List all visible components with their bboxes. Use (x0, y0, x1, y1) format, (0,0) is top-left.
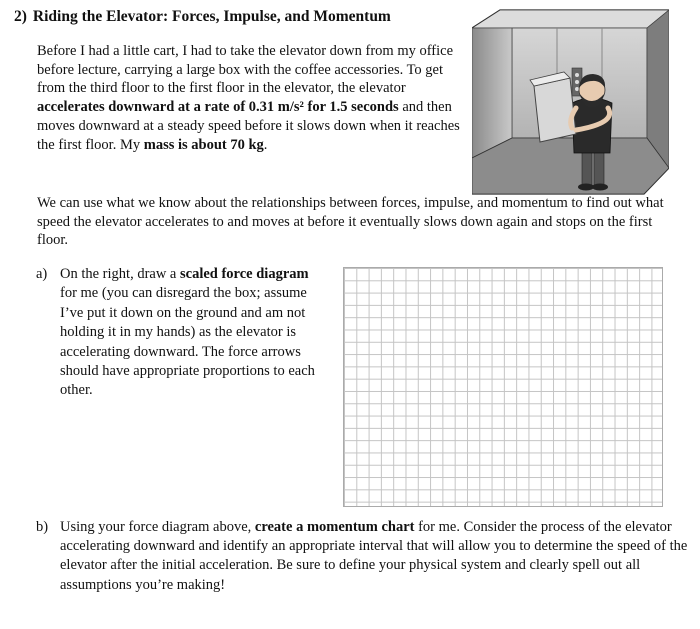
intro-acceleration-bold: accelerates downward at a rate of 0.31 m/s² for 1.5 seconds (37, 99, 399, 116)
intro-mass-bold: mass is about 70 kg (143, 136, 264, 153)
part-a-label: a) (36, 266, 48, 282)
question-number: 2) (14, 8, 27, 25)
part-a-text-2: for me (you can disregard the box; assume I’ve put it down on the ground and am not holding it in my hands) as the elevator is accelerating downward. The force arrows should have appropriate proportions to each other. (60, 285, 315, 399)
force-diagram-grid[interactable] (343, 267, 663, 507)
part-b-bold: create a momentum chart (254, 519, 415, 535)
intro-paragraph (37, 42, 469, 154)
context-paragraph: We can use what we know about the relationships between forces, impulse, and momentum to find out what speed the elevator accelerates to and moves at before it eventually slows down again and stops on the first floor. (37, 195, 664, 249)
part-a-text-1: On the right, draw a (60, 266, 180, 282)
part-b-text (60, 518, 696, 595)
part-a-bold: scaled force diagram (180, 266, 309, 282)
question-title: Riding the Elevator: Forces, Impulse, and Momentum (32, 8, 391, 25)
part-b-text-2: for me. Consider the process of the elevator accelerating downward and identify an appropriate interval that will allow you to determine the speed of the elevator after the initial acceleration. Be sure to define your physical system and clearly spell out all assumptions you’re making! (60, 519, 688, 593)
intro-text-2: and then moves downward at a steady speed before it slows down when it reaches the first floor. My (37, 99, 460, 153)
part-a-text (60, 265, 326, 401)
question-heading (14, 8, 391, 26)
elevator-illustration (472, 8, 669, 195)
part-b-label: b) (36, 519, 49, 535)
intro-text-3: . (263, 136, 268, 153)
intro-text-1: Before I had a little cart, I had to take the elevator down from my office before lecture, carrying a large box with the coffee accessories. To get from the third floor to the first floor in the elevator, the elevator (37, 43, 454, 97)
part-b-text-1: Using your force diagram above, (60, 519, 255, 535)
